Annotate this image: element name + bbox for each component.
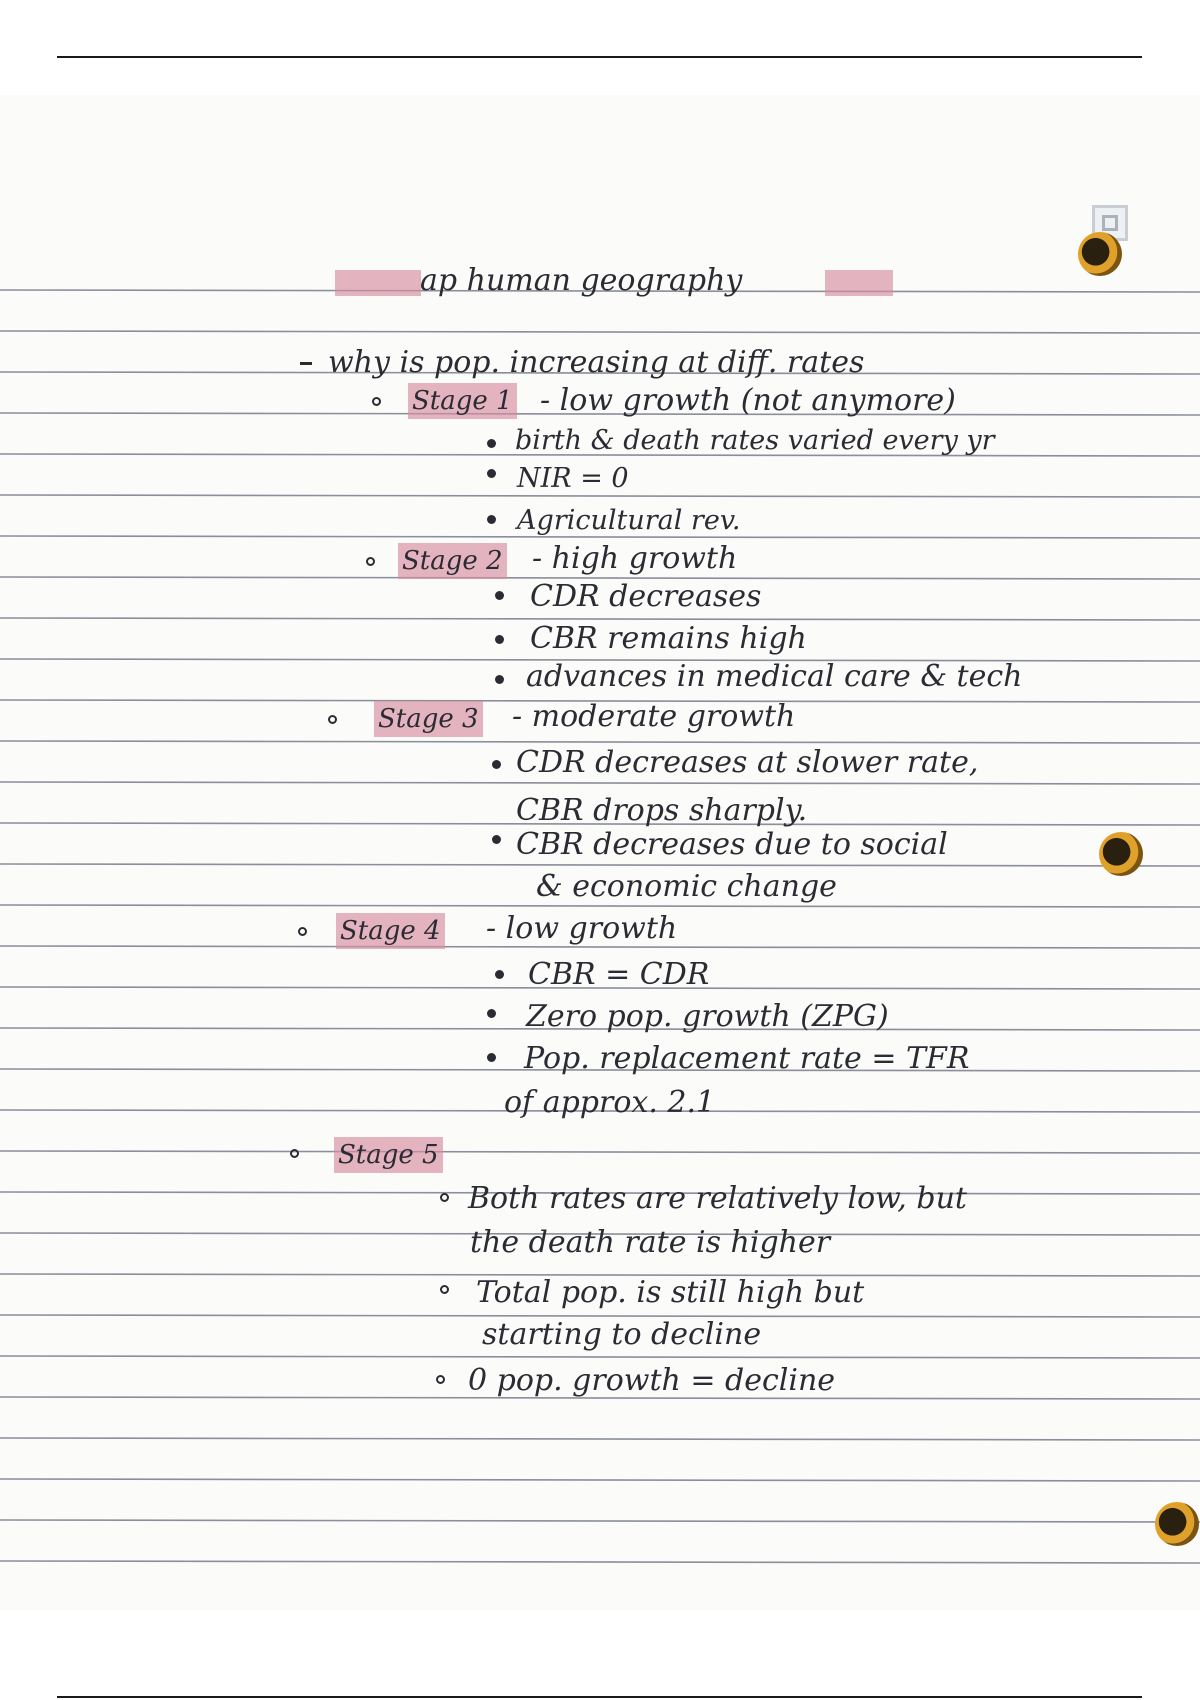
stage1-item-1: birth & death rates varied every yr bbox=[515, 425, 995, 456]
ruled-line bbox=[0, 1356, 1200, 1358]
stage4-item-4: of approx. 2.1 bbox=[504, 1085, 716, 1120]
ruled-line bbox=[0, 1151, 1200, 1153]
ruled-line bbox=[0, 905, 1200, 907]
stage2-item-bullet bbox=[495, 591, 504, 600]
stage2-desc: - high growth bbox=[532, 541, 738, 576]
stage2-item-1: CDR decreases bbox=[530, 579, 762, 614]
stage1-desc: - low growth (not anymore) bbox=[540, 383, 956, 418]
stage5-item-2: the death rate is higher bbox=[470, 1225, 831, 1260]
stage4-item-1: CBR = CDR bbox=[528, 957, 710, 992]
page-title: ap human geography bbox=[420, 263, 743, 298]
stage5-bullet bbox=[290, 1149, 299, 1158]
ruled-line bbox=[0, 1520, 1200, 1522]
ruled-line bbox=[0, 331, 1200, 333]
stage5-item-4: starting to decline bbox=[482, 1317, 762, 1352]
stage4-item-bullet bbox=[487, 1053, 496, 1062]
stage1-item-3: Agricultural rev. bbox=[517, 505, 741, 536]
binder-hole-bottom bbox=[1155, 1502, 1199, 1546]
bottom-rule bbox=[57, 1696, 1142, 1698]
stage1-item-bullet bbox=[487, 515, 496, 524]
stage3-item-2: CBR drops sharply. bbox=[516, 793, 808, 828]
ruled-line bbox=[0, 1438, 1200, 1440]
title-highlight-left bbox=[335, 270, 421, 296]
stage5-item-bullet bbox=[440, 1193, 449, 1202]
stage1-bullet bbox=[372, 397, 381, 406]
ruled-line bbox=[0, 1561, 1200, 1563]
stage5-item-bullet bbox=[440, 1285, 449, 1294]
stage4-item-3: Pop. replacement rate = TFR bbox=[524, 1041, 970, 1076]
stage5-item-3: Total pop. is still high but bbox=[476, 1275, 865, 1310]
stage4-item-bullet bbox=[495, 970, 504, 979]
heading: why is pop. increasing at diff. rates bbox=[328, 345, 865, 380]
title-highlight-right bbox=[825, 270, 893, 296]
stage5-item-5: 0 pop. growth = decline bbox=[468, 1363, 836, 1398]
stage3-item-3: CBR decreases due to social bbox=[516, 827, 948, 862]
stage2-bullet bbox=[366, 557, 375, 566]
stage5-item-bullet bbox=[436, 1375, 445, 1384]
stage1-item-bullet bbox=[487, 439, 496, 448]
ruled-line bbox=[0, 864, 1200, 866]
stage4-bullet bbox=[298, 927, 307, 936]
stage2-item-3: advances in medical care & tech bbox=[526, 659, 1023, 694]
stage2-item-bullet bbox=[495, 675, 504, 684]
notebook-page bbox=[0, 95, 1200, 1610]
stage5-label: Stage 5 bbox=[334, 1137, 443, 1173]
stage5-item-1: Both rates are relatively low, but bbox=[468, 1181, 967, 1216]
top-rule bbox=[57, 56, 1142, 58]
stage1-label: Stage 1 bbox=[408, 383, 517, 419]
stage2-label: Stage 2 bbox=[398, 543, 507, 579]
stage3-item-bullet bbox=[492, 760, 501, 769]
stage3-item-1: CDR decreases at slower rate, bbox=[516, 745, 979, 780]
stage3-desc: - moderate growth bbox=[512, 699, 796, 734]
stage1-item-2: NIR = 0 bbox=[517, 463, 629, 494]
binder-hole-middle bbox=[1099, 832, 1143, 876]
stage3-item-bullet bbox=[492, 835, 501, 844]
ruled-line bbox=[0, 1479, 1200, 1481]
ruled-line bbox=[0, 782, 1200, 784]
binder-hole-top bbox=[1078, 232, 1122, 276]
heading-dash bbox=[300, 362, 312, 365]
stage3-label: Stage 3 bbox=[374, 701, 483, 737]
stage4-item-2: Zero pop. growth (ZPG) bbox=[526, 999, 889, 1034]
stage1-item-bullet bbox=[487, 469, 496, 478]
stage3-item-4: & economic change bbox=[536, 869, 837, 904]
stage2-item-2: CBR remains high bbox=[530, 621, 807, 656]
ruled-line bbox=[0, 741, 1200, 743]
stage3-bullet bbox=[328, 715, 337, 724]
stage4-item-bullet bbox=[487, 1009, 496, 1018]
stage4-desc: - low growth bbox=[486, 911, 678, 946]
stage2-item-bullet bbox=[495, 635, 504, 644]
ruled-line bbox=[0, 618, 1200, 620]
stage4-label: Stage 4 bbox=[336, 913, 445, 949]
